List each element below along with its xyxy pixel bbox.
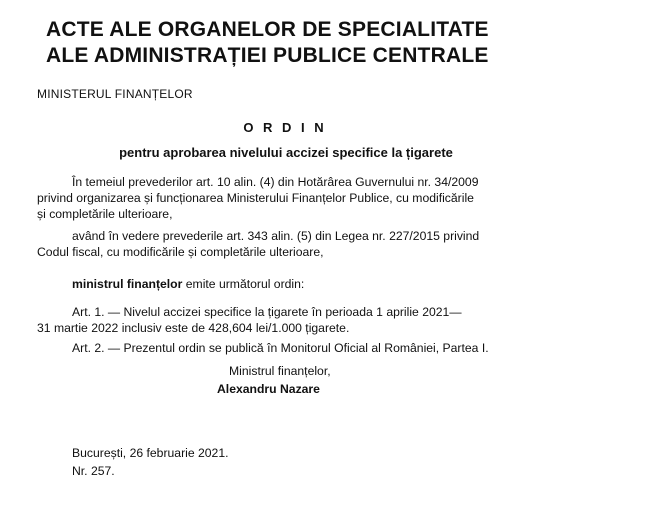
issuer-rest: emite următorul ordin: [182, 277, 305, 291]
place-date: București, 26 februarie 2021. [72, 446, 229, 460]
preamble-p1-line-1: În temeiul prevederilor art. 10 alin. (4) din Hotărârea Guvernului nr. 34/2009 [72, 175, 479, 189]
article-1-line-1: Art. 1. — Nivelul accizei specifice la țigarete în perioada 1 aprilie 2021— [72, 305, 462, 319]
issuer-line [72, 277, 304, 292]
preamble-p1-line-3: și completările ulterioare, [37, 207, 173, 221]
order-subtitle: pentru aprobarea nivelului accizei specifice la țigarete [119, 145, 453, 160]
section-heading-line-1: ACTE ALE ORGANELOR DE SPECIALITATE [46, 18, 489, 41]
preamble-p1-line-2: privind organizarea și funcționarea Ministerului Finanțelor Publice, cu modificările [37, 191, 474, 205]
article-2: Art. 2. — Prezentul ordin se publică în Monitorul Oficial al României, Partea I. [72, 341, 489, 355]
issuer-bold: ministrul finanțelor [72, 277, 183, 291]
order-number: Nr. 257. [72, 464, 115, 478]
article-1-line-2: 31 martie 2022 inclusiv este de 428,604 lei/1.000 țigarete. [37, 321, 350, 335]
ministry-name: MINISTERUL FINANȚELOR [37, 87, 193, 101]
order-title: O R D I N [243, 120, 327, 135]
section-heading-line-2: ALE ADMINISTRAȚIEI PUBLICE CENTRALE [46, 44, 489, 67]
signature-role: Ministrul finanțelor, [229, 364, 331, 378]
preamble-p2-line-2: Codul fiscal, cu modificările și completările ulterioare, [37, 245, 324, 259]
preamble-p2-line-1: având în vedere prevederile art. 343 alin. (5) din Legea nr. 227/2015 privind [72, 229, 480, 243]
signature-name: Alexandru Nazare [217, 382, 320, 396]
